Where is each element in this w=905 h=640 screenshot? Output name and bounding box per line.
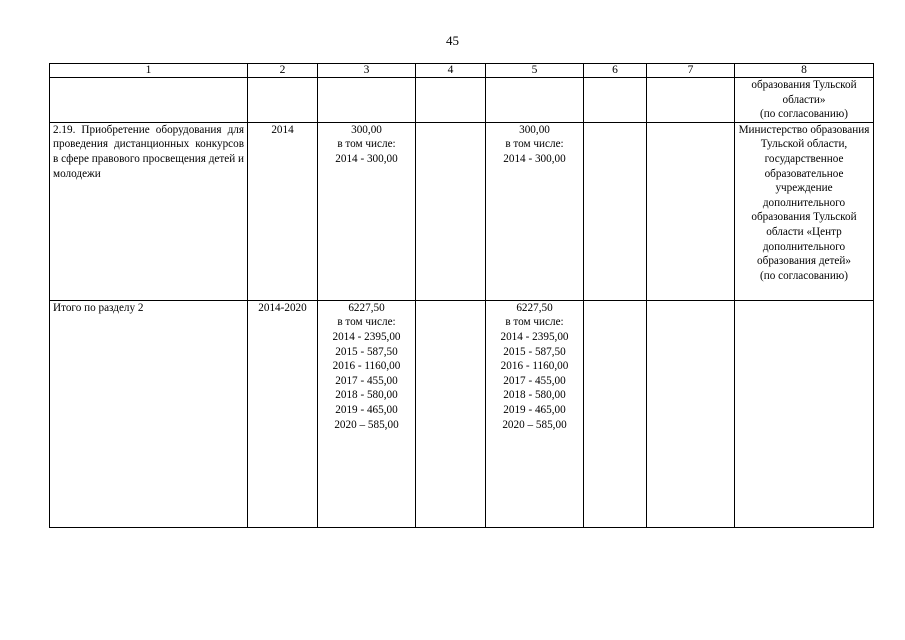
cell-period: 2014 (248, 122, 318, 300)
cell-period: 2014-2020 (248, 300, 318, 527)
table-row (50, 122, 874, 300)
table-row (50, 78, 874, 123)
cell-col7 (647, 300, 735, 527)
program-table (49, 63, 874, 528)
column-header: 6 (584, 64, 647, 78)
cell-col5: 6227,50 в том числе: 2014 - 2395,00 2015 - 587,50 2016 - 1160,00 2017 - 455,00 2018 - 580,00 2019 - 465,00 2020 – 585,00 (486, 300, 584, 527)
cell-col4 (416, 78, 486, 123)
column-header: 8 (735, 64, 874, 78)
column-header: 3 (318, 64, 416, 78)
cell-col6 (584, 78, 647, 123)
column-header: 5 (486, 64, 584, 78)
cell-col6 (584, 122, 647, 300)
cell-activity: Итого по разделу 2 (50, 300, 248, 527)
cell-total-funding: 300,00 в том числе: 2014 - 300,00 (318, 122, 416, 300)
cell-period (248, 78, 318, 123)
cell-activity (50, 78, 248, 123)
cell-col4 (416, 300, 486, 527)
column-header: 7 (647, 64, 735, 78)
table-row (50, 300, 874, 527)
column-header: 4 (416, 64, 486, 78)
cell-executor: Министерство образования Тульской области, государственное образовательное учреждение дополнительного образования Тульской области «Центр дополнительного образования детей» (по согласованию) (735, 122, 874, 300)
cell-executor: образования Тульской области» (по согласованию) (735, 78, 874, 123)
cell-col7 (647, 78, 735, 123)
header-row (50, 64, 874, 78)
column-header: 1 (50, 64, 248, 78)
cell-col5 (486, 78, 584, 123)
page-number: 45 (446, 33, 459, 48)
cell-col4 (416, 122, 486, 300)
cell-total-funding: 6227,50 в том числе: 2014 - 2395,00 2015 - 587,50 2016 - 1160,00 2017 - 455,00 2018 - 580,00 2019 - 465,00 2020 – 585,00 (318, 300, 416, 527)
cell-col7 (647, 122, 735, 300)
column-header: 2 (248, 64, 318, 78)
cell-executor (735, 300, 874, 527)
cell-col5: 300,00 в том числе: 2014 - 300,00 (486, 122, 584, 300)
cell-activity: 2.19. Приобретение оборудования для проведения дистанционных конкурсов в сфере правового просвещения детей и молодежи (50, 122, 248, 300)
cell-col6 (584, 300, 647, 527)
cell-total-funding (318, 78, 416, 123)
